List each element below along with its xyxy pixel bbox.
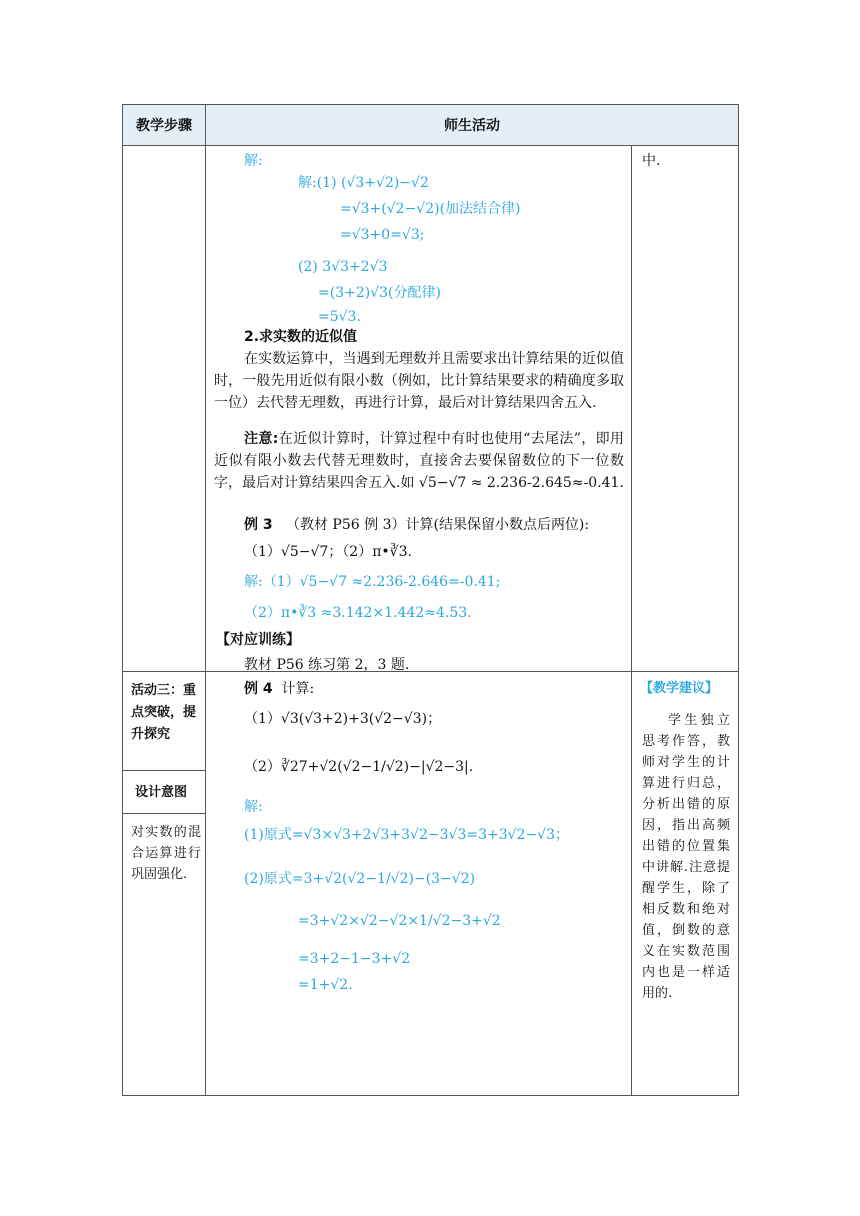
note-label: 注意: xyxy=(244,431,279,447)
example3-answer1: 解:（1）√5−√7 ≈2.236-2.646=-0.41; xyxy=(244,574,501,590)
step-divider-top xyxy=(123,770,205,771)
example3-label: 例 3 xyxy=(244,517,273,533)
teaching-advice-title: 【教学建议】 xyxy=(640,681,719,696)
example3-answer2: （2）π•∛3 ≈3.142×1.442≈4.53. xyxy=(244,605,472,621)
example4-answer2-line2: =3+√2×√2−√2×1/√2−3+√2 xyxy=(298,913,501,929)
step-divider-bottom xyxy=(123,813,205,814)
solution1-line1: 解:(1) (√3+√2)−√2 xyxy=(298,175,429,191)
example3-question: （1）√5−√7；（2）π•∛3. xyxy=(244,544,412,560)
row2-step-cell xyxy=(123,672,206,1096)
solution2-line1: (2) 3√3+2√3 xyxy=(298,259,388,275)
example4-text: 计算: xyxy=(281,681,315,697)
design-intent-label: 设计意图 xyxy=(135,785,188,800)
row2-activity-cell xyxy=(206,672,632,1096)
example4-answer2-line4: =1+√2. xyxy=(298,977,353,993)
solution2-line2: =(3+2)√3(分配律) xyxy=(318,285,441,301)
example4-question2: （2）∛27+√2(√2−1/√2)−|√2−3|. xyxy=(244,759,474,775)
example4-answer2-line1: (2)原式=3+√2(√2−1/√2)−(3−√2) xyxy=(244,871,476,887)
table-header-row xyxy=(123,105,739,146)
row2-advice-cell xyxy=(632,672,739,1096)
solution2-line3: =5√3. xyxy=(318,309,361,325)
example3-heading xyxy=(244,514,589,536)
header-steps: 教学步骤 xyxy=(123,105,206,146)
note-paragraph xyxy=(214,428,624,494)
row1-note-cell xyxy=(632,146,739,672)
solution1-line3: =√3+0=√3; xyxy=(340,227,425,243)
lesson-table xyxy=(122,104,739,1096)
example4-label: 例 4 xyxy=(244,681,273,697)
example4-question1: （1）√3(√3+2)+3(√2−√3)； xyxy=(244,711,442,727)
note-text: 在近似计算时，计算过程中有时也使用“去尾法”，即用近似有限小数去代替无理数时，直接舍去要保留数位的下一位数字，最后对计算结果四舍五入.如 √5−√7 ≈ 2.236-2.645≈-0.41. xyxy=(214,431,624,491)
example4-answer2-line3: =3+2−1−3+√2 xyxy=(298,951,411,967)
design-intent-text: 对实数的混合运算进行巩固强化. xyxy=(131,825,201,882)
practice-title: 【对应训练】 xyxy=(216,632,300,648)
example3-text: （教材 P56 例 3）计算(结果保留小数点后两位): xyxy=(285,517,590,533)
row1-right-note: 中. xyxy=(642,153,661,169)
section-title: 2.求实数的近似值 xyxy=(244,329,358,345)
approximation-paragraph: 在实数运算中，当遇到无理数并且需要求出计算结果的近似值时，一般先用近似有限小数（例如，比计算结果要求的精确度多取一位）去代替无理数，再进行计算，最后对计算结果四舍五入. xyxy=(214,351,624,411)
example4-solution-label: 解: xyxy=(244,799,263,815)
example4-heading xyxy=(244,678,314,700)
example4-answer1: (1)原式=√3×√3+2√3+3√2−3√3=3+3√2−√3； xyxy=(244,827,570,843)
solution-label: 解: xyxy=(244,153,263,169)
practice-text: 教材 P56 练习第 2，3 题. xyxy=(244,657,410,673)
table-row xyxy=(123,146,739,672)
table-row xyxy=(123,672,739,1096)
header-activity: 师生活动 xyxy=(206,105,739,146)
activity-three-title: 活动三：重点突破，提升探究 xyxy=(131,683,197,742)
row1-step-cell xyxy=(123,146,206,672)
solution1-line2: =√3+(√2−√2)(加法结合律) xyxy=(340,201,521,217)
row1-activity-cell xyxy=(206,146,632,672)
teaching-advice-text: 学生独立思考作答，教师对学生的计算进行归总，分析出错的原因，指出高频出错的位置集中讲解.注意提醒学生，除了相反数和绝对值，倒数的意义在实数范围内也是一样适用的. xyxy=(642,713,730,1001)
